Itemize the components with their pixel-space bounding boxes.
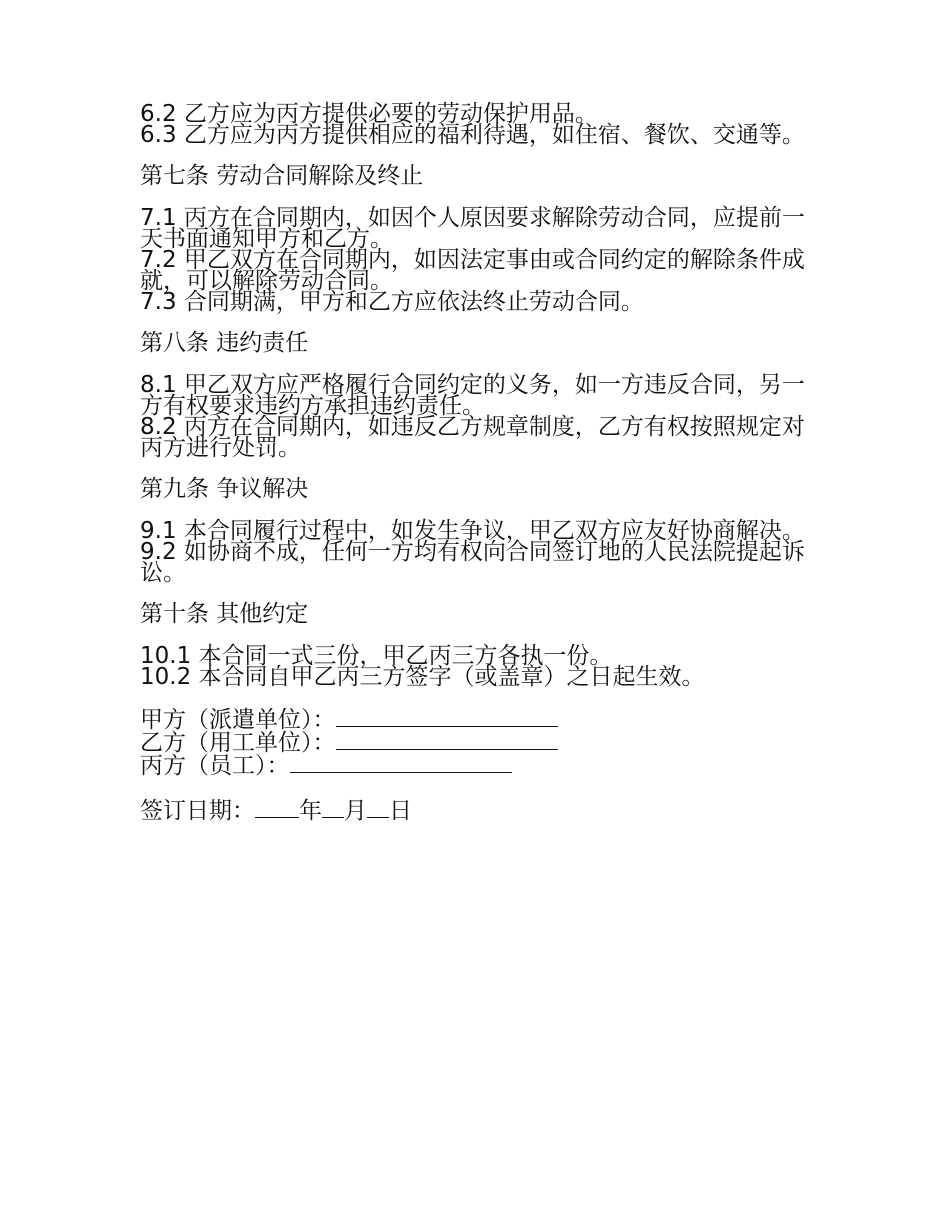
- article-7-heading: 第七条 劳动合同解除及终止: [140, 163, 424, 189]
- signing-date: [140, 799, 808, 823]
- clause-6-3: 6.3 乙方应为丙方提供相应的福利待遇，如住宿、餐饮、交通等。: [140, 122, 805, 148]
- section-9: [140, 518, 808, 586]
- signing-date-year: 年: [299, 798, 322, 824]
- signature-party-a-label: 甲方（派遣单位）：: [140, 707, 336, 733]
- section-6-tail: [140, 101, 808, 148]
- signature-party-b: [140, 731, 808, 754]
- clause-8-2: 8.2 丙方在合同期内，如违反乙方规章制度，乙方有权按照规定对丙方进行处罚。: [140, 414, 805, 461]
- section-8: [140, 372, 808, 461]
- clause-7-1: 7.1 丙方在合同期内，如因个人原因要求解除劳动合同，应提前一天书面通知甲方和乙方。: [140, 205, 805, 252]
- signature-party-c-label: 丙方（员工）：: [140, 753, 290, 779]
- clause-9-1: 9.1 本合同履行过程中，如发生争议，甲乙双方应友好协商解决。: [140, 518, 805, 544]
- section-7: [140, 205, 808, 315]
- clause-9-2: 9.2 如协商不成，任何一方均有权向合同签订地的人民法院提起诉讼。: [140, 539, 805, 586]
- section-10: [140, 643, 808, 690]
- signing-date-day: 日: [389, 798, 412, 824]
- signing-date-year-blank[interactable]: [255, 799, 299, 818]
- signature-party-c: [140, 754, 808, 777]
- signature-party-a: [140, 708, 808, 731]
- signature-party-b-blank[interactable]: [336, 731, 558, 750]
- clause-7-3: 7.3 合同期满，甲方和乙方应依法终止劳动合同。: [140, 289, 644, 315]
- article-9-heading: 第九条 争议解决: [140, 476, 309, 502]
- clause-10-1: 10.1 本合同一式三份，甲乙丙三方各执一份。: [140, 643, 613, 669]
- article-8-heading: 第八条 违约责任: [140, 330, 309, 356]
- signature-block: [140, 708, 808, 777]
- signing-date-month-blank[interactable]: [322, 799, 344, 818]
- signing-date-month: 月: [344, 798, 367, 824]
- clause-7-2: 7.2 甲乙双方在合同期内，如因法定事由或合同约定的解除条件成就，可以解除劳动合同。: [140, 247, 805, 294]
- signing-date-label: 签订日期：: [140, 798, 255, 824]
- clause-6-2: 6.2 乙方应为丙方提供必要的劳动保护用品。: [140, 101, 598, 127]
- signature-party-b-label: 乙方（用工单位）：: [140, 730, 336, 756]
- article-10-heading: 第十条 其他约定: [140, 601, 309, 627]
- signature-party-c-blank[interactable]: [290, 754, 512, 773]
- clause-10-2: 10.2 本合同自甲乙丙三方签字（或盖章）之日起生效。: [140, 664, 705, 690]
- contract-page: [140, 101, 808, 824]
- clause-8-1: 8.1 甲乙双方应严格履行合同约定的义务，如一方违反合同，另一方有权要求违约方承担违约责任。: [140, 372, 805, 419]
- signing-date-day-blank[interactable]: [367, 799, 389, 818]
- signature-party-a-blank[interactable]: [336, 708, 558, 727]
